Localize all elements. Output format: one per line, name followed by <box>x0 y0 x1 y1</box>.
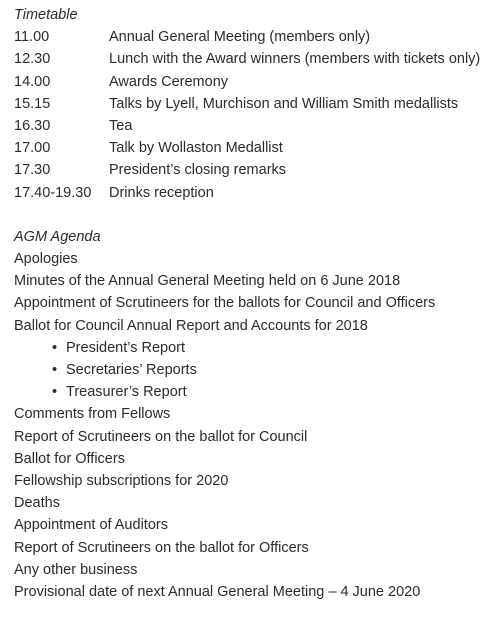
agenda-item: Appointment of Auditors <box>14 517 168 534</box>
timetable-event: Talk by Wollaston Medallist <box>109 140 283 157</box>
timetable-section <box>14 4 500 204</box>
sub-list-item <box>52 337 500 359</box>
bullet-icon: • <box>52 384 58 401</box>
timetable-row <box>14 26 500 48</box>
timetable-time: 15.15 <box>14 95 51 112</box>
timetable-row <box>14 48 500 70</box>
bullet-icon: • <box>52 339 58 356</box>
agenda-item: Comments from Fellows <box>14 406 171 423</box>
agenda-item: Report of Scrutineers on the ballot for Council <box>14 428 308 445</box>
timetable-event: President’s closing remarks <box>109 162 287 179</box>
section-spacer <box>14 204 500 226</box>
timetable-time: 11.00 <box>14 29 50 46</box>
sub-item-label: President’s Report <box>66 339 186 356</box>
agenda-item: Any other business <box>14 561 138 578</box>
sub-item-label: Secretaries’ Reports <box>66 362 197 379</box>
agenda-item: Appointment of Scrutineers for the ballots for Council and Officers <box>14 295 436 312</box>
sub-list-item <box>52 359 500 381</box>
timetable-time: 12.30 <box>14 51 51 68</box>
sub-list-item <box>52 381 500 403</box>
agenda-item: Report of Scrutineers on the ballot for Officers <box>14 539 309 556</box>
timetable-event: Tea <box>109 118 133 135</box>
timetable-row <box>14 71 500 93</box>
bullet-icon: • <box>52 362 58 379</box>
report-sub-list <box>14 337 500 404</box>
timetable-row <box>14 137 500 159</box>
timetable-event: Awards Ceremony <box>109 73 229 90</box>
timetable-heading: Timetable <box>14 7 78 23</box>
agenda-heading: AGM Agenda <box>14 228 101 245</box>
timetable-time: 16.30 <box>14 118 51 135</box>
agenda-item: Ballot for Officers <box>14 450 125 467</box>
agenda-item: Deaths <box>14 495 60 512</box>
timetable-time: 17.40-19.30 <box>14 184 92 201</box>
agenda-section <box>14 226 500 603</box>
agenda-item: Ballot for Council Annual Report and Accounts for 2018 <box>14 317 368 334</box>
agenda-item: Apologies <box>14 251 78 268</box>
sub-item-label: Treasurer’s Report <box>66 384 187 401</box>
agenda-item: Minutes of the Annual General Meeting held on 6 June 2018 <box>14 273 401 290</box>
timetable-event: Annual General Meeting (members only) <box>109 29 371 46</box>
timetable-row <box>14 115 500 137</box>
timetable-time: 17.30 <box>14 162 51 179</box>
agenda-item: Provisional date of next Annual General Meeting – 4 June 2020 <box>14 584 421 601</box>
agenda-item: Fellowship subscriptions for 2020 <box>14 473 229 490</box>
timetable-event: Lunch with the Award winners (members with tickets only) <box>109 51 481 68</box>
timetable-event: Drinks reception <box>109 184 214 201</box>
timetable-time: 17.00 <box>14 140 51 157</box>
timetable-row <box>14 182 500 204</box>
timetable-row <box>14 93 500 115</box>
timetable-event: Talks by Lyell, Murchison and William Smith medallists <box>109 95 459 112</box>
timetable-row <box>14 159 500 181</box>
timetable-time: 14.00 <box>14 73 51 90</box>
